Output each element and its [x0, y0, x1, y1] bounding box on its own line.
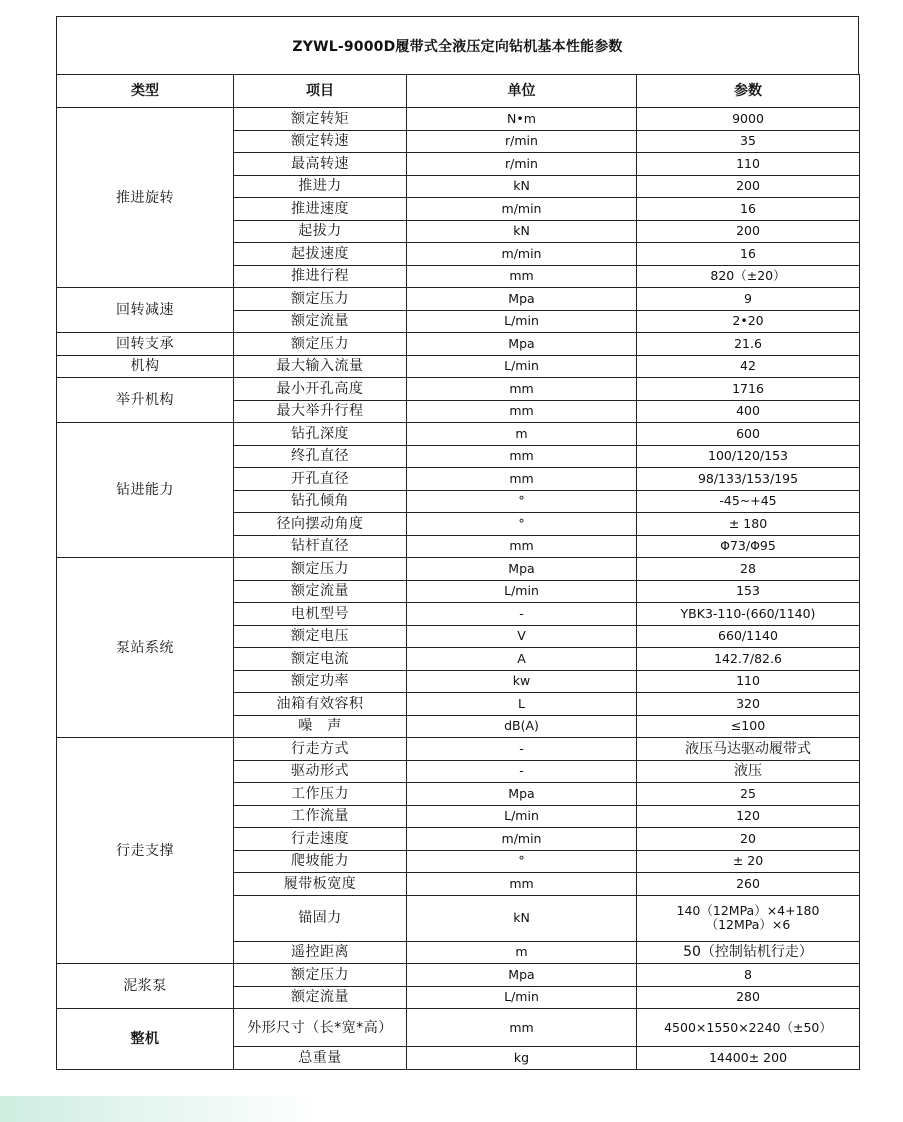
value-cell: 8	[637, 964, 860, 987]
unit-cell: L/min	[407, 805, 637, 828]
unit-cell: °	[407, 850, 637, 873]
value-cell: 9	[637, 288, 860, 311]
item-cell: 最高转速	[234, 153, 407, 176]
value-cell: 153	[637, 580, 860, 603]
item-cell: 驱动形式	[234, 760, 407, 783]
unit-cell: r/min	[407, 130, 637, 153]
item-cell: 额定转矩	[234, 108, 407, 131]
unit-cell: m	[407, 941, 637, 964]
table-row	[57, 108, 860, 131]
value-cell: 25	[637, 783, 860, 806]
category-cell: 举升机构	[57, 378, 234, 423]
item-cell: 最大输入流量	[234, 355, 407, 378]
value-cell: 400	[637, 400, 860, 423]
item-cell: 额定压力	[234, 333, 407, 356]
value-cell: 110	[637, 670, 860, 693]
table-row	[57, 288, 860, 311]
unit-cell: Mpa	[407, 964, 637, 987]
unit-cell: -	[407, 603, 637, 626]
value-cell: 200	[637, 175, 860, 198]
unit-cell: L/min	[407, 986, 637, 1009]
value-cell: 600	[637, 423, 860, 446]
value-cell: 4500×1550×2240（±50）	[637, 1009, 860, 1047]
header-type: 类型	[57, 75, 234, 108]
item-cell: 钻杆直径	[234, 535, 407, 558]
item-cell: 推进行程	[234, 265, 407, 288]
value-cell: 50（控制钻机行走）	[637, 941, 860, 964]
value-cell: 120	[637, 805, 860, 828]
category-cell: 推进旋转	[57, 108, 234, 288]
category-cell: 泥浆泵	[57, 964, 234, 1009]
value-cell: 660/1140	[637, 625, 860, 648]
category-cell: 回转减速	[57, 288, 234, 333]
item-cell: 油箱有效容积	[234, 693, 407, 716]
header-row	[57, 75, 860, 108]
unit-cell: Mpa	[407, 558, 637, 581]
item-cell: 终孔直径	[234, 445, 407, 468]
item-cell: 锚固力	[234, 895, 407, 941]
table-row	[57, 558, 860, 581]
unit-cell: mm	[407, 445, 637, 468]
unit-cell: kg	[407, 1047, 637, 1070]
unit-cell: L	[407, 693, 637, 716]
item-cell: 爬坡能力	[234, 850, 407, 873]
item-cell: 额定电压	[234, 625, 407, 648]
unit-cell: m/min	[407, 198, 637, 221]
value-cell: 20	[637, 828, 860, 851]
value-cell: ± 180	[637, 513, 860, 536]
item-cell: 遥控距离	[234, 941, 407, 964]
value-cell: Φ73/Φ95	[637, 535, 860, 558]
unit-cell: mm	[407, 873, 637, 896]
unit-cell: m/min	[407, 243, 637, 266]
category-cell: 整机	[57, 1009, 234, 1070]
value-cell: 28	[637, 558, 860, 581]
unit-cell: Mpa	[407, 288, 637, 311]
table-row	[57, 333, 860, 356]
unit-cell: kw	[407, 670, 637, 693]
value-cell: 200	[637, 220, 860, 243]
item-cell: 钻孔倾角	[234, 490, 407, 513]
value-cell: ± 20	[637, 850, 860, 873]
table-row	[57, 964, 860, 987]
item-cell: 起拔速度	[234, 243, 407, 266]
item-cell: 额定功率	[234, 670, 407, 693]
unit-cell: mm	[407, 400, 637, 423]
category-cell: 行走支撑	[57, 738, 234, 964]
unit-cell: mm	[407, 468, 637, 491]
item-cell: 电机型号	[234, 603, 407, 626]
item-cell: 钻孔深度	[234, 423, 407, 446]
value-cell: 14400± 200	[637, 1047, 860, 1070]
value-cell: 140（12MPa）×4+180（12MPa）×6	[637, 895, 860, 941]
item-cell: 额定电流	[234, 648, 407, 671]
item-cell: 起拔力	[234, 220, 407, 243]
table-row	[57, 355, 860, 378]
decorative-glow	[0, 1096, 320, 1122]
value-cell: 100/120/153	[637, 445, 860, 468]
item-cell: 行走速度	[234, 828, 407, 851]
item-cell: 额定转速	[234, 130, 407, 153]
unit-cell: V	[407, 625, 637, 648]
value-cell: 320	[637, 693, 860, 716]
item-cell: 额定压力	[234, 288, 407, 311]
value-cell: -45~+45	[637, 490, 860, 513]
item-cell: 行走方式	[234, 738, 407, 761]
item-cell: 额定流量	[234, 310, 407, 333]
unit-cell: L/min	[407, 580, 637, 603]
value-cell: ≤100	[637, 715, 860, 738]
item-cell: 外形尺寸（长*宽*高）	[234, 1009, 407, 1047]
value-cell: 110	[637, 153, 860, 176]
unit-cell: L/min	[407, 355, 637, 378]
table-row	[57, 378, 860, 401]
unit-cell: kN	[407, 220, 637, 243]
value-cell: 2•20	[637, 310, 860, 333]
unit-cell: dB(A)	[407, 715, 637, 738]
unit-cell: -	[407, 738, 637, 761]
category-cell: 泵站系统	[57, 558, 234, 738]
item-cell: 推进速度	[234, 198, 407, 221]
item-cell: 最大举升行程	[234, 400, 407, 423]
header-value: 参数	[637, 75, 860, 108]
value-cell: YBK3-110-(660/1140)	[637, 603, 860, 626]
value-cell: 液压马达驱动履带式	[637, 738, 860, 761]
table-row	[57, 1009, 860, 1047]
table-row	[57, 738, 860, 761]
value-cell: 16	[637, 198, 860, 221]
item-cell: 径向摆动角度	[234, 513, 407, 536]
unit-cell: Mpa	[407, 333, 637, 356]
value-cell: 98/133/153/195	[637, 468, 860, 491]
unit-cell: A	[407, 648, 637, 671]
item-cell: 额定流量	[234, 580, 407, 603]
unit-cell: r/min	[407, 153, 637, 176]
spec-sheet	[56, 16, 859, 1070]
item-cell: 噪 声	[234, 715, 407, 738]
value-cell: 16	[637, 243, 860, 266]
unit-cell: m	[407, 423, 637, 446]
value-cell: 1716	[637, 378, 860, 401]
value-cell: 820（±20）	[637, 265, 860, 288]
item-cell: 额定压力	[234, 558, 407, 581]
item-cell: 总重量	[234, 1047, 407, 1070]
value-cell: 42	[637, 355, 860, 378]
header-item: 项目	[234, 75, 407, 108]
category-cell: 回转支承	[57, 333, 234, 356]
header-unit: 单位	[407, 75, 637, 108]
table-row	[57, 423, 860, 446]
value-cell: 液压	[637, 760, 860, 783]
value-cell: 21.6	[637, 333, 860, 356]
value-cell: 9000	[637, 108, 860, 131]
item-cell: 最小开孔高度	[234, 378, 407, 401]
unit-cell: °	[407, 513, 637, 536]
table-title: ZYWL-9000D履带式全液压定向钻机基本性能参数	[56, 16, 859, 74]
item-cell: 额定流量	[234, 986, 407, 1009]
item-cell: 工作压力	[234, 783, 407, 806]
unit-cell: m/min	[407, 828, 637, 851]
unit-cell: kN	[407, 175, 637, 198]
category-cell: 机构	[57, 355, 234, 378]
unit-cell: Mpa	[407, 783, 637, 806]
item-cell: 履带板宽度	[234, 873, 407, 896]
item-cell: 工作流量	[234, 805, 407, 828]
value-cell: 280	[637, 986, 860, 1009]
value-cell: 260	[637, 873, 860, 896]
unit-cell: N•m	[407, 108, 637, 131]
value-cell: 35	[637, 130, 860, 153]
spec-table	[56, 74, 860, 1070]
unit-cell: -	[407, 760, 637, 783]
item-cell: 额定压力	[234, 964, 407, 987]
unit-cell: mm	[407, 535, 637, 558]
category-cell: 钻进能力	[57, 423, 234, 558]
unit-cell: °	[407, 490, 637, 513]
unit-cell: mm	[407, 378, 637, 401]
unit-cell: kN	[407, 895, 637, 941]
unit-cell: mm	[407, 1009, 637, 1047]
value-cell: 142.7/82.6	[637, 648, 860, 671]
unit-cell: mm	[407, 265, 637, 288]
unit-cell: L/min	[407, 310, 637, 333]
item-cell: 推进力	[234, 175, 407, 198]
item-cell: 开孔直径	[234, 468, 407, 491]
